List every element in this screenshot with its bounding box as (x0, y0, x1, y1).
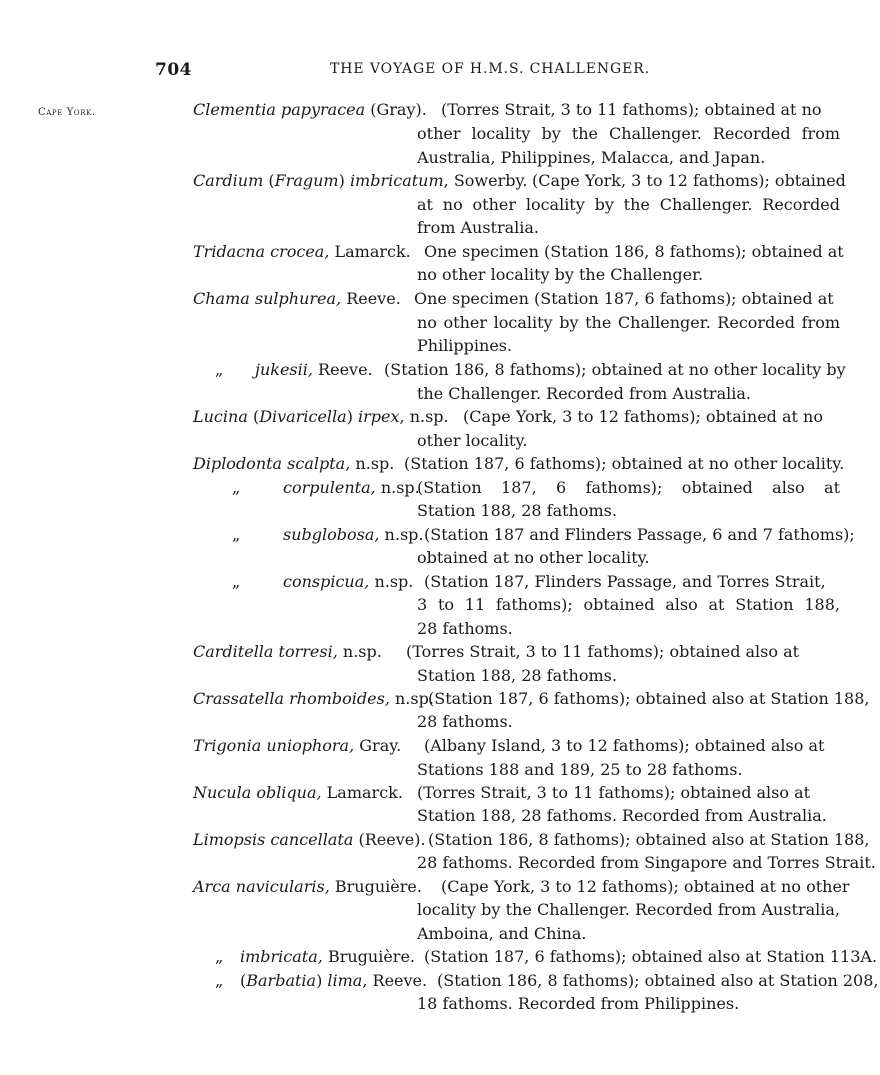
species-author: Bruguière. (322, 947, 415, 966)
species-author: Reeve. (312, 360, 373, 379)
species-author: , n.sp. (399, 407, 449, 426)
species-name: corpulenta, (283, 478, 376, 497)
species-name: conspicua, (283, 572, 370, 591)
entry-text-line: from Australia. (417, 218, 540, 237)
entry-text-line: (Station 187, 6 fathoms); obtained also at Station 113A. (424, 947, 878, 966)
entry-text-line: (Station 186, 8 fathoms); obtained also at Station 208, (437, 971, 879, 990)
entry-name: Lucina (Divaricella) irpex, n.sp. (193, 407, 449, 426)
subgenus-name: Barbatia (246, 971, 317, 990)
entry-text-line: 28 fathoms. (417, 712, 513, 731)
entry-text-line: (Station 187, Flinders Passage, and Torres Strait, (424, 572, 826, 591)
epithet-name: lima (327, 971, 363, 990)
epithet-name: imbricatum (349, 171, 444, 190)
entry-text-line: Philippines. (417, 336, 513, 355)
entry-text-line: (Station 187 and Flinders Passage, 6 and 7 fathoms); (424, 525, 855, 544)
entry-text-line: Stations 188 and 189, 25 to 28 fathoms. (417, 760, 743, 779)
entry-text-line: Amboina, and China. (417, 924, 587, 943)
species-author: n.sp. (369, 572, 414, 591)
entry-name (193, 877, 422, 897)
entry-name (193, 454, 394, 474)
species-author: Bruguière. (329, 877, 422, 896)
entry-name (193, 642, 382, 662)
entry-name (193, 242, 411, 262)
entry-text-line: obtained at no other locality. (417, 548, 650, 567)
entry-name: (Barbatia) lima, Reeve. (240, 971, 428, 990)
entry-text-line: (Cape York, 3 to 12 fathoms); obtained (532, 171, 846, 190)
species-name: Chama sulphurea, (193, 289, 342, 308)
epithet-name: irpex (358, 407, 400, 426)
entry-name (193, 783, 403, 803)
species-name: Clementia papyracea (193, 100, 366, 119)
entry-text-line: (Cape York, 3 to 12 fathoms); obtained at no other (441, 877, 850, 896)
entry-text-line: other locality by the Challenger. Recorded from (417, 124, 840, 143)
species-name: jukesii, (255, 360, 313, 379)
margin-locality: Cape York. (38, 107, 96, 118)
entry-text-line: no other locality by the Challenger. Recorded from (417, 313, 840, 332)
species-name: Diplodonta scalpta, (193, 454, 351, 473)
species-author: n.sp. (389, 689, 434, 708)
entry-text-line: (Torres Strait, 3 to 11 fathoms); obtained at no (441, 100, 822, 119)
ditto-mark: „ (232, 478, 241, 497)
entry-name (283, 572, 413, 592)
genus-name: Lucina (193, 407, 248, 426)
entry-text-line: Station 188, 28 fathoms. (417, 501, 617, 520)
ditto-mark: „ (215, 971, 224, 990)
subgenus-name: Divaricella (259, 407, 347, 426)
ditto-mark: „ (232, 572, 241, 591)
ditto-mark: „ (215, 360, 224, 379)
species-author: (Gray). (365, 100, 427, 119)
entry-text-line: (Station 186, 8 fathoms); obtained at no other locality by (384, 360, 846, 379)
subgenus-name: Fragum (274, 171, 339, 190)
species-name: subglobosa, (283, 525, 380, 544)
species-author: n.sp. (375, 478, 420, 497)
species-name: Trigonia uniophora, (193, 736, 355, 755)
species-author: n.sp. (379, 525, 424, 544)
species-name: imbricata, (240, 947, 323, 966)
entry-name (283, 478, 420, 498)
species-name: Limopsis cancellata (193, 830, 354, 849)
entry-name (193, 689, 434, 709)
entry-text-line: Station 188, 28 fathoms. (417, 666, 617, 685)
ditto-mark: „ (232, 525, 241, 544)
ditto-mark: „ (215, 947, 224, 966)
entry-text-line: (Station 187, 6 fathoms); obtained also at Station 188, (428, 689, 870, 708)
species-author: , Sowerby. (443, 171, 528, 190)
entry-text-line: 3 to 11 fathoms); obtained also at Station 188, (417, 595, 840, 614)
entry-text-line: (Torres Strait, 3 to 11 fathoms); obtained also at (406, 642, 800, 661)
species-name: Nucula obliqua, (193, 783, 322, 802)
entry-name: Cardium (Fragum) imbricatum, Sowerby. (193, 171, 528, 190)
entry-name (193, 830, 426, 850)
species-name: Crassatella rhomboides, (193, 689, 390, 708)
entry-text-line: (Torres Strait, 3 to 11 fathoms); obtained also at (417, 783, 811, 802)
entry-text-line: One specimen (Station 187, 6 fathoms); obtained at (414, 289, 834, 308)
entry-text-line: 28 fathoms. Recorded from Singapore and Torres Strait. (417, 853, 876, 872)
species-author: n.sp. (337, 642, 382, 661)
entry-name (255, 360, 373, 380)
entry-text-line: the Challenger. Recorded from Australia. (417, 384, 751, 403)
running-title: THE VOYAGE OF H.M.S. CHALLENGER. (330, 61, 651, 77)
entry-name (193, 736, 401, 756)
species-author: Lamarck. (321, 783, 403, 802)
species-name: Tridacna crocea, (193, 242, 330, 261)
entry-name (193, 100, 427, 120)
page-number: 704 (155, 60, 192, 80)
entry-text-line: (Station 187, 6 fathoms); obtained at no other locality. (404, 454, 845, 473)
entry-text-line: 18 fathoms. Recorded from Philippines. (417, 994, 740, 1013)
entry-text-line: (Station 186, 8 fathoms); obtained also at Station 188, (428, 830, 870, 849)
species-author: (Reeve). (353, 830, 426, 849)
species-author: n.sp. (350, 454, 395, 473)
entry-text-line: One specimen (Station 186, 8 fathoms); obtained at (424, 242, 844, 261)
entry-text-line: other locality. (417, 431, 528, 450)
species-author: , Reeve. (362, 971, 428, 990)
entry-text-line: at no other locality by the Challenger. Recorded (417, 195, 840, 214)
entry-name (240, 947, 415, 967)
species-author: Gray. (354, 736, 402, 755)
species-author: Reeve. (341, 289, 401, 308)
entry-text-line: 28 fathoms. (417, 619, 513, 638)
species-author: Lamarck. (329, 242, 411, 261)
entry-text-line: locality by the Challenger. Recorded from Australia, (417, 900, 840, 919)
species-name: Arca navicularis, (193, 877, 330, 896)
entry-text-line: (Albany Island, 3 to 12 fathoms); obtained also at (424, 736, 825, 755)
entry-text-line: Australia, Philippines, Malacca, and Japan. (417, 148, 766, 167)
entry-text-line: (Station 187, 6 fathoms); obtained also at (417, 478, 840, 497)
entry-name (193, 289, 401, 309)
entry-text-line: Station 188, 28 fathoms. Recorded from Australia. (417, 806, 827, 825)
genus-name: Cardium (193, 171, 264, 190)
entry-text-line: no other locality by the Challenger. (417, 265, 704, 284)
entry-name (283, 525, 423, 545)
species-name: Carditella torresi, (193, 642, 338, 661)
entry-text-line: (Cape York, 3 to 12 fathoms); obtained at no (463, 407, 823, 426)
